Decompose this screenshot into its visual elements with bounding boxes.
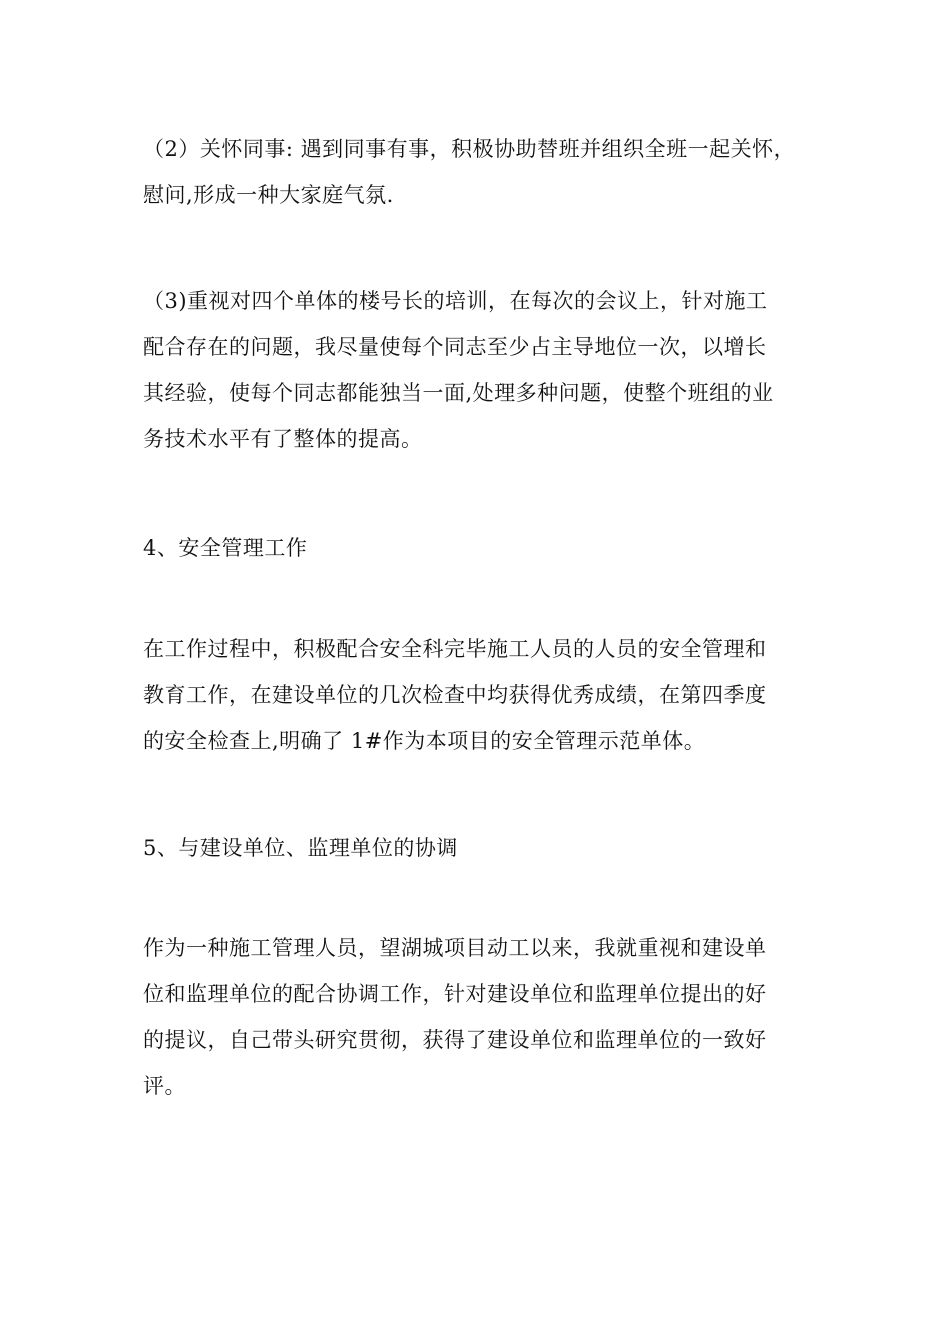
text-line: 慰问,形成一种大家庭气氛. bbox=[143, 183, 394, 207]
text-line: 其经验，使每个同志都能独当一面,处理多种问题，使整个班组的业 bbox=[143, 381, 774, 405]
text-line: 位和监理单位的配合协调工作，针对建设单位和监理单位提出的好 bbox=[143, 982, 767, 1006]
heading-text: 5、与建设单位、监理单位的协调 bbox=[143, 836, 458, 860]
text-line: 评。 bbox=[143, 1074, 186, 1098]
section-heading-coordination bbox=[143, 825, 823, 871]
text-line: （3)重视对四个单体的楼号长的培训，在每次的会议上，针对施工 bbox=[143, 289, 768, 313]
paragraph-coordination bbox=[143, 925, 823, 1109]
paragraph-training bbox=[143, 278, 823, 462]
text-line: 务技术水平有了整体的提高。 bbox=[143, 427, 423, 451]
text-line: 在工作过程中，积极配合安全科完毕施工人员的人员的安全管理和 bbox=[143, 637, 767, 661]
text-line: 的安全检查上,明确了 1#作为本项目的安全管理示范单体。 bbox=[143, 729, 706, 753]
text-line: 的提议，自己带头研究贯彻，获得了建设单位和监理单位的一致好 bbox=[143, 1028, 767, 1052]
text-line: （2）关怀同事: 遇到同事有事，积极协助替班并组织全班一起关怀， bbox=[143, 137, 796, 161]
paragraph-care-colleagues bbox=[143, 126, 823, 218]
section-heading-safety bbox=[143, 525, 823, 571]
text-line: 教育工作，在建设单位的几次检查中均获得优秀成绩，在第四季度 bbox=[143, 683, 767, 707]
paragraph-safety bbox=[143, 626, 823, 764]
text-line: 作为一种施工管理人员，望湖城项目动工以来，我就重视和建设单 bbox=[143, 936, 767, 960]
heading-text: 4、安全管理工作 bbox=[143, 536, 308, 560]
text-line: 配合存在的问题，我尽量使每个同志至少占主导地位一次，以增长 bbox=[143, 335, 767, 359]
